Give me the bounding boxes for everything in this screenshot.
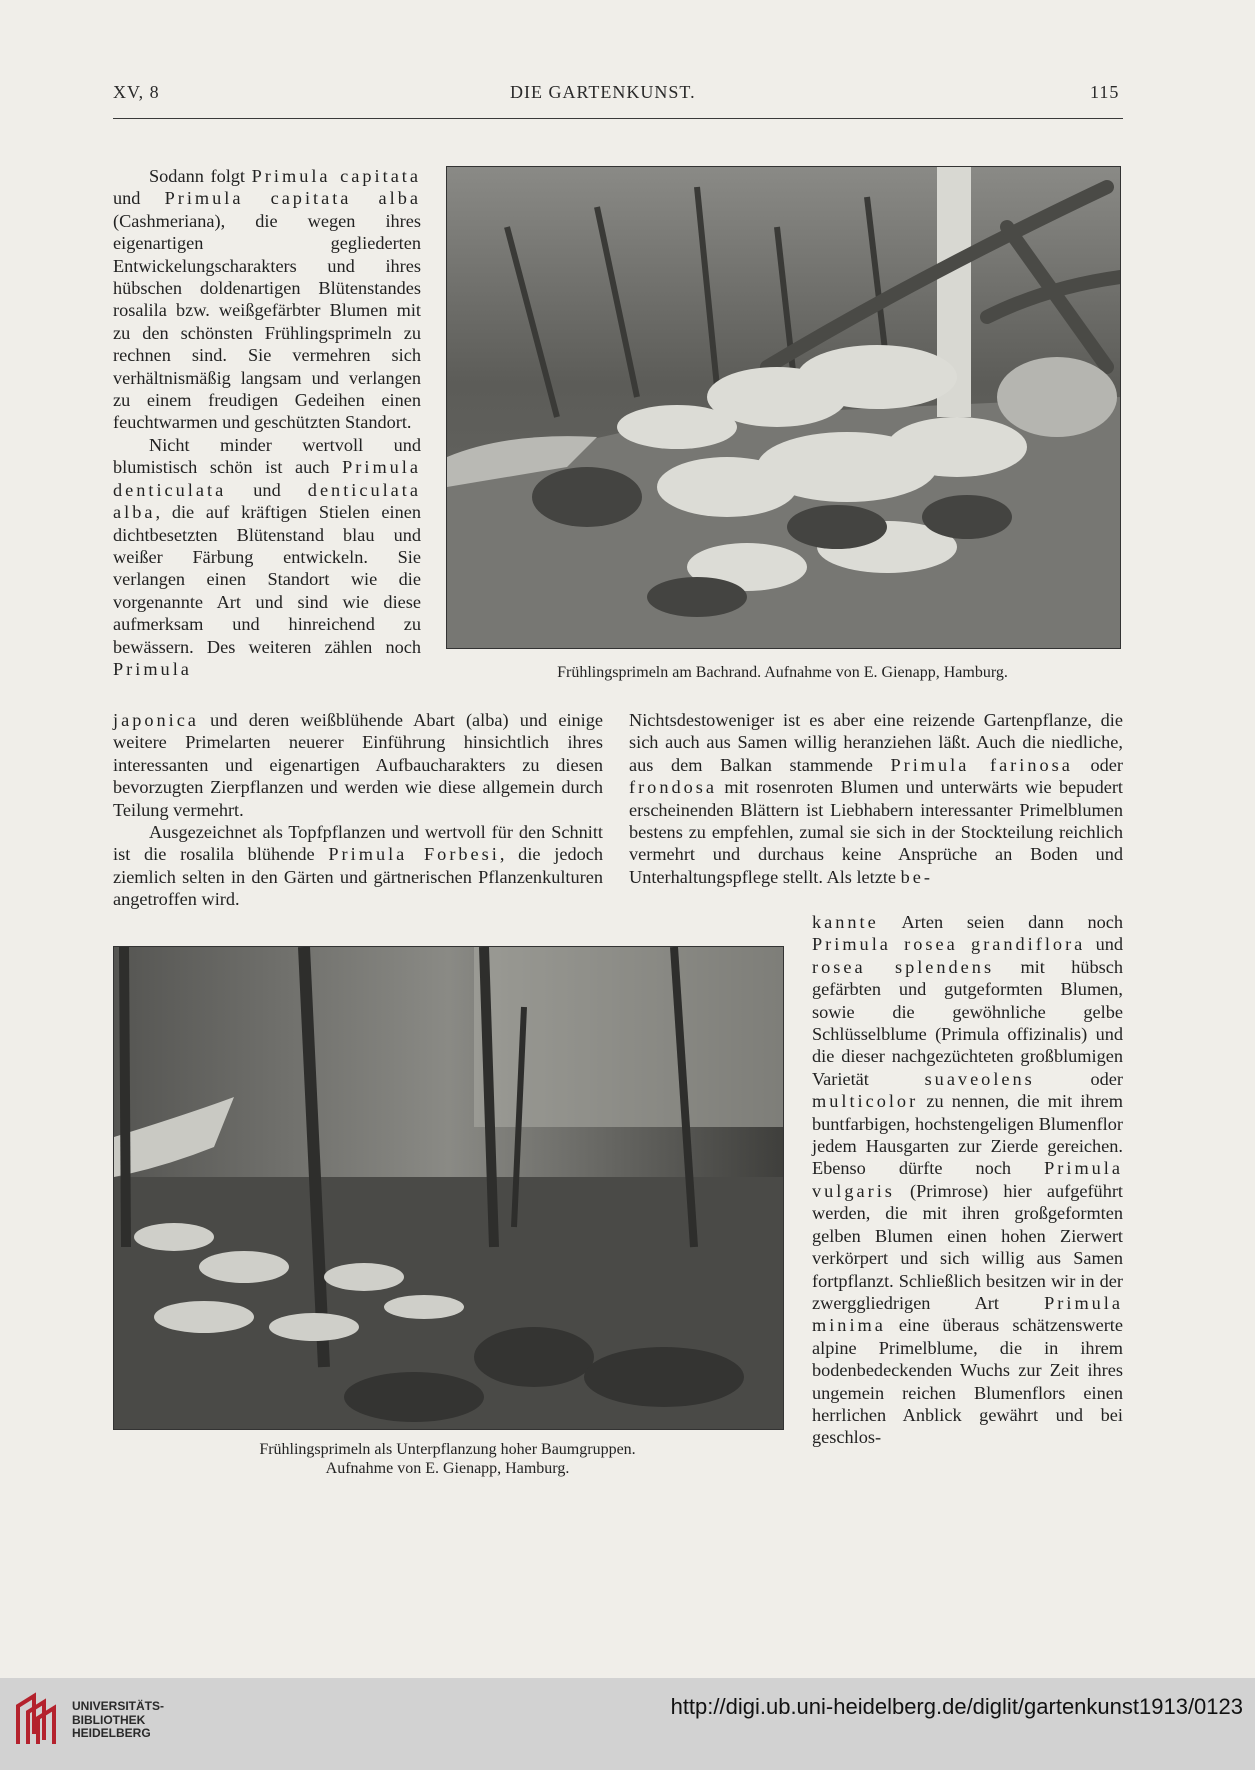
header-page-number: 115 [1090,82,1120,102]
column-3-text [812,911,1123,1449]
column-1-text [113,165,421,680]
paragraph-1: Sodann folgt Primula capitata und Primula capitata alba (Cashmeriana), die wegen ihres eigenartigen gegliederten Entwickelungscharakters und ihres hübschen doldenartigen Blütenstandes rosalila bzw. weißgefärbter Blumen mit zu den schönsten Frühlingsprimeln zu rechnen sind. Sie vermehren sich verhältnismäßig langsam und verlangen zu einem freudigen Gedeihen einen feuchtwarmen und geschützten Standort. [113,166,421,433]
column-2-text [629,709,1123,888]
paragraph-4-continued: kannte Arten seien dann noch Primula rosea grandiflora und rosea splendens mit hübsch gefärbten und gutgeformten Blumen, sowie die gewöhnliche gelbe Schlüsselblume (Primula offizinalis) und die dieser nachgezüchteten großblumigen Varietät suaveolens oder multicolor zu nennen, die mit ihrem buntfarbigen, hochstengeligen Blumenflor jedem Hausgarten zur Zierde gereichen. Ebenso dürfte noch Primula vulgaris (Primrose) hier aufgeführt werden, die mit ihren großgeformten gelben Blumen einen hohen Zierwert verkörpert und sich willig aus Samen fortpflanzt. Schließlich besitzen wir in der zwerggliedrigen Art Primula minima eine überaus schätzenswerte alpine Primelblume, die in ihrem bodenbedeckenden Wuchs zur Zeit ihres ungemein reichen Blumenflors einen herrlichen Anblick gewährt und bei geschlos- [812,912,1124,1448]
figure-1-caption: Frühlingsprimeln am Bachrand. Aufnahme von E. Gienapp, Hamburg. [557,664,1008,681]
paragraph-4: Nichtsdestoweniger ist es aber eine reizende Gartenpflanze, die sich auch aus Samen willig heranziehen läßt. Auch die niedliche, aus dem Balkan stammende Primula farinosa oder frondosa mit rosenroten Blumen und unterwärts wie bepudert erscheinenden Blättern ist Liebhabern interessanter Primelblumen bestens zu empfehlen, zumal sie sich in der Stockteilung reichlich vermehrt und durchaus keine Ansprüche an Boden und Unterhaltungspflege stellt. Als letzte be- [629,710,1123,887]
figure-2-caption-line-2: Aufnahme von E. Gienapp, Hamburg. [325,1460,570,1477]
photo-primroses-under-trees [113,946,784,1430]
paragraph-3: Ausgezeichnet als Topfpflanzen und wertvoll für den Schnitt ist die rosalila blühende Primula Forbesi, die jedoch ziemlich selten in den Gärten und gärtnerischen Pflanzenkulturen angetroffen wird. [113,822,603,910]
paragraph-2: Nicht minder wertvoll und blumistisch schön ist auch Primula denticulata und denticulata alba, die auf kräftigen Stielen einen dichtbesetzten Blütenstand blau und weißer Färbung entwickeln. Sie verlangen einen Standort wie die vorgenannte Art und sind wie diese aufmerksam und hinreichend zu bewässern. Des weiteren zählen noch Primula [113,434,421,679]
header-journal-title: DIE GARTENKUNST. [510,82,696,102]
figure-2-caption-line-1: Frühlingsprimeln als Unterpflanzung hoher Baumgruppen. [259,1441,636,1458]
footer-bar [0,1678,1255,1770]
photo-primroses-at-brook [446,166,1121,649]
library-name[interactable]: UNIVERSITÄTS- BIBLIOTHEK HEIDELBERG [72,1699,165,1740]
header-rule [113,118,1123,119]
source-url-link[interactable]: http://digi.ub.uni-heidelberg.de/diglit/gartenkunst1913/0123 [670,1694,1243,1719]
paragraph-2-continued: japonica und deren weißblühende Abart (alba) und einige weitere Primelarten neuerer Einführung hinsichtlich ihres interessanten und eigenartigen Aufbaucharakters zu diesen bevorzugten Zierpflanzen und werden wie diese allgemein durch Teilung vermehrt. [113,710,603,820]
university-library-logo-icon[interactable] [14,1692,64,1748]
header-issue: XV, 8 [113,82,160,102]
column-1-continued [113,709,603,911]
